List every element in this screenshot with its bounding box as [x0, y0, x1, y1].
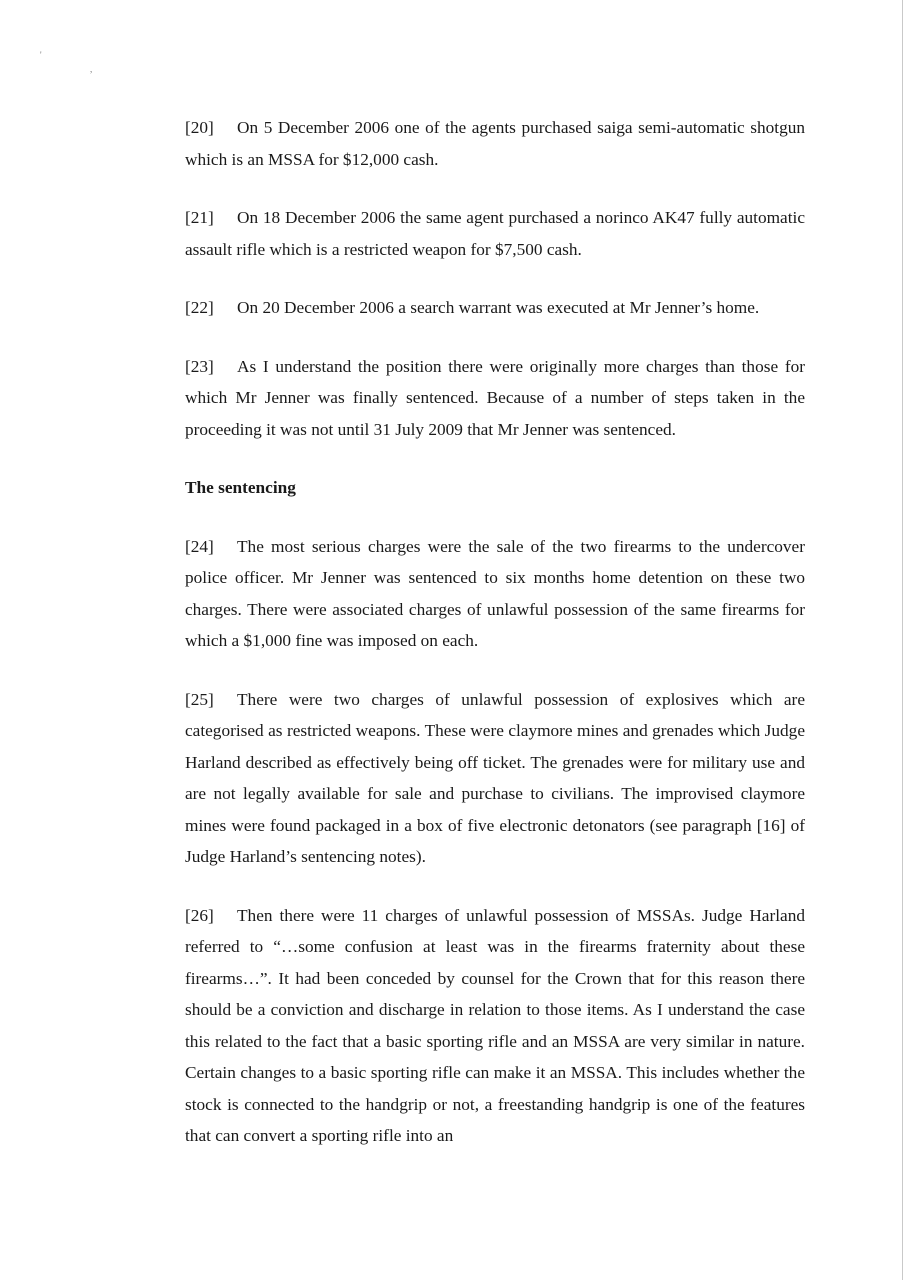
- paragraph-number: [25]: [185, 689, 214, 709]
- scan-speck: ,: [90, 64, 93, 74]
- paragraph-26: [185, 900, 805, 1152]
- paragraph-number: [26]: [185, 905, 214, 925]
- paragraph-21: [185, 202, 805, 265]
- paragraph-number: [24]: [185, 536, 214, 556]
- paragraph-number: [23]: [185, 356, 214, 376]
- paragraph-number: [21]: [185, 208, 214, 227]
- paragraph-text: On 18 December 2006 the same agent purchased a norinco AK47 fully automatic assault rifle which is a restricted weapon for $7,500 cash.: [185, 208, 805, 259]
- paragraph-text: The most serious charges were the sale of the two firearms to the undercover police officer. Mr Jenner was sentenced to six months home detention on these two charges. There were associated charges of unlawful possession of the same firearms for which a $1,000 fine was imposed on each.: [185, 536, 805, 650]
- paragraph-22: [185, 292, 805, 324]
- paragraph-20: [185, 112, 805, 175]
- paragraph-text: On 5 December 2006 one of the agents purchased saiga semi-automatic shotgun which is an MSSA for $12,000 cash.: [185, 118, 805, 169]
- paragraph-23: [185, 351, 805, 446]
- paragraph-text: As I understand the position there were originally more charges than those for which Mr Jenner was finally sentenced. Because of a number of steps taken in the proceeding it was not until 31 July 2009 that Mr Jenner was sentenced.: [185, 356, 805, 439]
- paragraph-text: There were two charges of unlawful possession of explosives which are categorised as restricted weapons. These were claymore mines and grenades which Judge Harland described as effectively being off ticket. The grenades were for military use and are not legally available for sale and purchase to civilians. The improvised claymore mines were found packaged in a box of five electronic detonators (see paragraph [16] of Judge Harland’s sentencing notes).: [185, 689, 805, 866]
- document-body: [185, 112, 805, 1179]
- paragraph-number: [22]: [185, 298, 214, 317]
- paragraph-text: On 20 December 2006 a search warrant was executed at Mr Jenner’s home.: [237, 298, 760, 317]
- scan-edge-line: [902, 0, 903, 1280]
- paragraph-24: [185, 531, 805, 657]
- paragraph-number: [20]: [185, 118, 214, 137]
- paragraph-text: Then there were 11 charges of unlawful possession of MSSAs. Judge Harland referred to “…some confusion at least was in the firearms fraternity about these firearms…”. It had been conceded by counsel for the Crown that for this reason there should be a conviction and discharge in relation to those items. As I understand the case this related to the fact that a basic sporting rifle and an MSSA are very similar in nature. Certain changes to a basic sporting rifle can make it an MSSA. This includes whether the stock is connected to the handgrip or not, a freestanding handgrip is one of the features that can convert a sporting rifle into an: [185, 905, 805, 1145]
- paragraph-25: [185, 684, 805, 873]
- section-heading: The sentencing: [185, 478, 296, 497]
- scan-speck: ': [40, 50, 42, 60]
